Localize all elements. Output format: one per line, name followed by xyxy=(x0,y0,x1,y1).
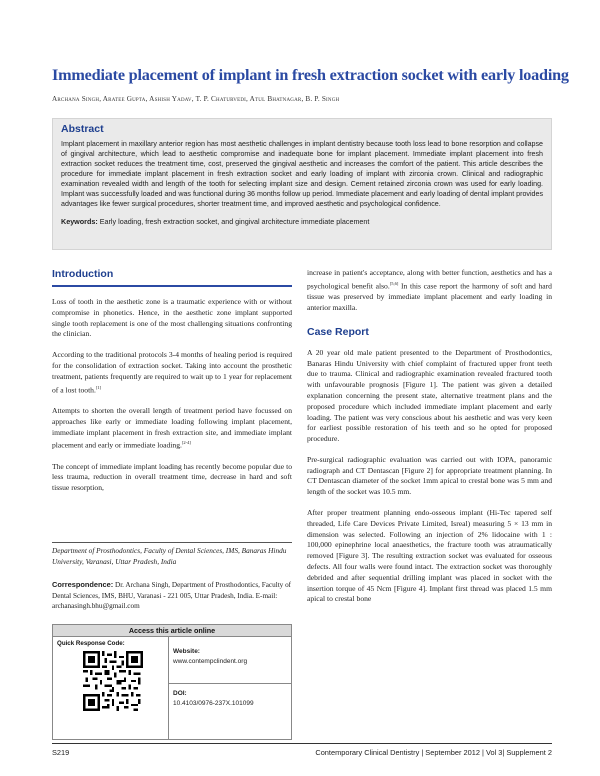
footer-rule xyxy=(52,743,552,744)
access-online-box xyxy=(52,624,292,740)
case-paragraph-2: Pre-surgical radiographic evaluation was carried out with IOPA, panoramic radiograph and CT Dentascan [Figure 2] for appropriate treatment planning. In CT Dentascan diameter of the socket 1mm apical to crestal bone was 5 mm and length of the socket was 10.5 mm. xyxy=(307,454,552,497)
doi-block xyxy=(173,689,288,709)
affiliation: Department of Prosthodontics, Faculty of Dental Sciences, IMS, Banaras Hindu University, Varanasi, Uttar Pradesh, India xyxy=(52,546,287,566)
intro-paragraph-3 xyxy=(52,406,292,452)
intro-paragraph-1: Loss of tooth in the aesthetic zone is a traumatic experience with or without compromise in phonetics. Hence, in the aesthetic zone implant supported single tooth replacement is one of the most challenging situations confronting the clinician. xyxy=(52,297,292,339)
ref-2-4: [2-4] xyxy=(181,440,191,446)
abstract-heading: Abstract xyxy=(61,123,104,135)
journal-citation: Contemporary Clinical Dentistry | September 2012 | Vol 3| Supplement 2 xyxy=(315,748,552,757)
qr-label: Quick Response Code: xyxy=(57,640,125,647)
page-number: S219 xyxy=(52,748,70,757)
keywords-line xyxy=(61,217,543,226)
website-block xyxy=(173,647,288,667)
case-paragraph-1: A 20 year old male patient presented to the Department of Prosthodontics, Banaras Hindu University with chief complaint of fractured upper front teeth due to trauma. Clinical and radiographic examination revealed fractured tooth with unfavourable prognosis [Figure 1]. The patient was given a detailed explanation concerning the present state, alternative treatment plans and the proposed procedure which included immediate implant placement and early loading. The patient was very conscious about his aesthetic and was very keen for earliest possible restoration of his teeth and so he opted for proposed procedure. xyxy=(307,347,552,444)
qr-code-icon[interactable] xyxy=(83,651,143,711)
case-report-heading: Case Report xyxy=(307,325,369,338)
intro-paragraph-2-text: According to the traditional protocols 3-4 months of healing period is required for the consolidation of extraction socket. Taking into account the prosthetic treatment, patients frequently are required to wait up to 1 year for replacement of a lost tooth. xyxy=(52,350,292,395)
keywords-text: Early loading, fresh extraction socket, and gingival architecture immediate placement xyxy=(99,217,370,226)
ref-1: [1] xyxy=(95,384,102,390)
intro-paragraph-2 xyxy=(52,350,292,396)
ref-5-6: [5,6] xyxy=(389,280,399,286)
left-column xyxy=(52,268,292,494)
intro-continuation-text-2: In this case report the harmony of soft and hard tissue was preserved by immediate implant placement and early loading in anterior maxilla. xyxy=(307,281,552,312)
affiliation-rule xyxy=(52,542,292,543)
correspondence-text: Dr. Archana Singh, Department of Prosthodontics, Faculty of Dental Sciences, IMS, BHU, Varanasi - 221 005, Uttar Pradesh, India. E-mail: archanasingh.bhu@gmail.com xyxy=(52,581,292,610)
intro-paragraph-3-text: Attempts to shorten the overall length of treatment period have focussed on approaches like early or immediate loading following implant placement, immediate implant placement in fresh extraction site, and immediate implant placement and early or immediate loading. xyxy=(52,405,292,450)
abstract-box xyxy=(52,118,552,250)
intro-continuation-text: increase in patient's acceptance, along with better function, aesthetics and has a psychological benefit also. xyxy=(307,268,552,291)
website-link[interactable]: www.contempclindent.org xyxy=(173,658,248,665)
doi-value[interactable]: 10.4103/0976-237X.101099 xyxy=(173,700,254,707)
case-paragraph-3: After proper treatment planning endo-osseous implant (Hi-Tec tapered self threaded, Life Care Devices Private Limited, Isreal) measuring 5 × 13 mm in dimension was selected. Following an injection of 2% lidocaine with 1 : 100,000 epinephrine local anaesthetics, the fracture tooth was atraumatically removed [Figure 3]. The resulting extraction socket was evaluated for osseous defects. All four walls were found intact. The extraction socket was thoroughly debrided and after sequential drilling implant was placed in socket with the insertion torque of 45 Ncm [Figure 4]. Implant first thread was placed 1.5 mm apical to crestal bone xyxy=(307,508,552,604)
article-title: Immediate placement of implant in fresh extraction socket with early loading xyxy=(52,66,569,84)
correspondence xyxy=(52,580,292,612)
website-label: Website: xyxy=(173,648,200,655)
keywords-label: Keywords: xyxy=(61,217,98,226)
access-heading: Access this article online xyxy=(53,625,291,637)
author-list: Archana Singh, Aratee Gupta, Ashish Yadav, T. P. Chaturvedi, Atul Bhatnagar, B. P. Singh xyxy=(52,95,340,103)
introduction-rule xyxy=(52,285,292,287)
intro-paragraph-4: The concept of immediate implant loading has recently become popular due to less trauma, reduction in overall treatment time, decrease in hard and soft tissue resorption, xyxy=(52,461,292,493)
correspondence-label: Correspondence: xyxy=(52,580,114,589)
website-rule xyxy=(168,683,292,684)
doi-label: DOI: xyxy=(173,690,187,697)
abstract-text: Implant placement in maxillary anterior region has most aesthetic challenges in implant dentistry because tooth loss lead to bone resorption and collapse of gingival architecture, which lead to aesthetic compromise and inadequate bone for implant placement. Immediate implant placement into fresh extraction socket reduces the treatment time, cost, preserved the gingival aesthetic and increases the comfort of the patient. This article describes the procedure for immediate implant placement in fresh extraction socket and early loading of implant with zirconia crown. Clinical and radiographic examination revealed width and length of the tooth for selecting implant size and design. Cement retained zirconia crown was used for early loading. Implant was successfully loaded and was functional during 36 months follow up period. Immediate placement and early loading of dental implant provides advantages like fewer surgical procedures, shorter treatment time, and improved aesthetic and psychological confidence. xyxy=(61,140,543,208)
intro-continuation xyxy=(307,268,552,314)
qr-divider xyxy=(168,637,169,740)
right-column xyxy=(307,268,552,605)
introduction-heading: Introduction xyxy=(52,268,114,280)
